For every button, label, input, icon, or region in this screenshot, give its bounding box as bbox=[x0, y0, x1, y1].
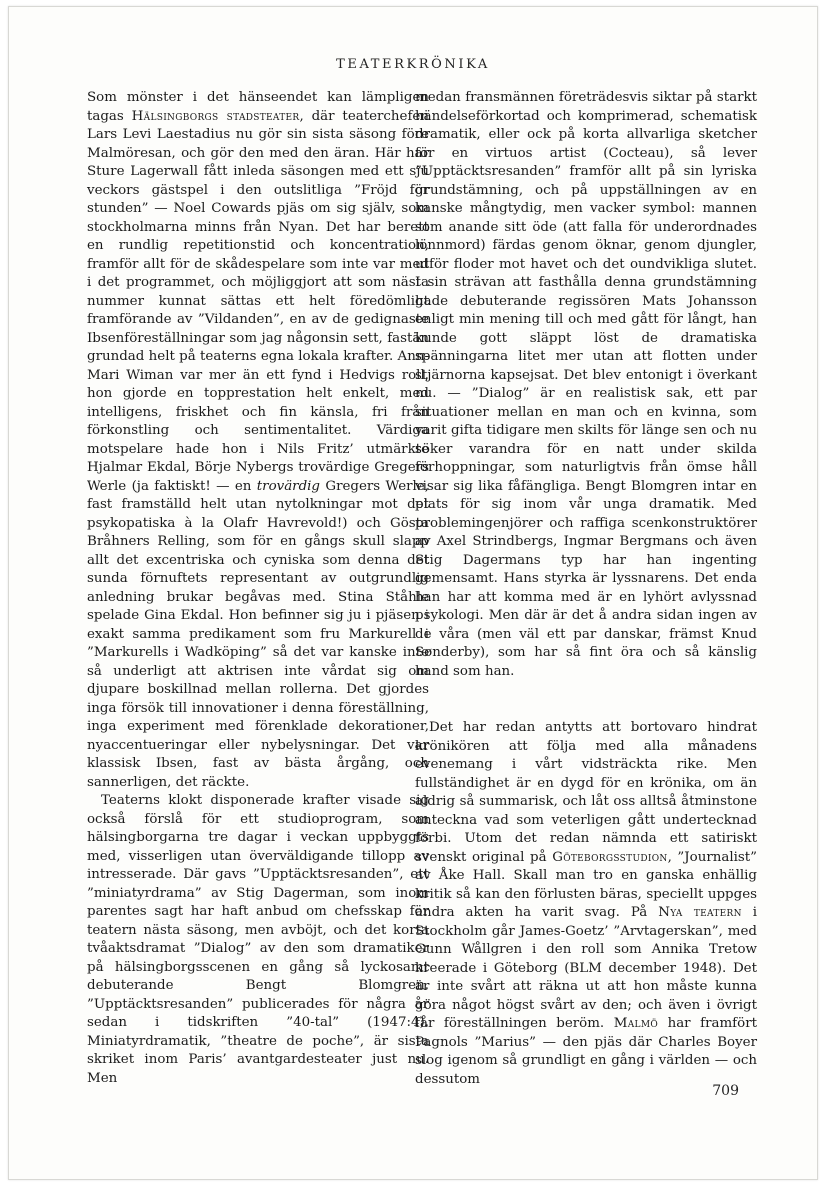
text-run: , ”Journalist” av Åke Hall. Skall man tro en ganska enhällig kritik så kan den förlusten bäras, speciellt uppges andra akten ha varit svag. På bbox=[415, 849, 757, 920]
theater-name: Göteborgsstudion bbox=[552, 849, 668, 865]
theater-name: Malmö bbox=[613, 1016, 659, 1031]
running-head: TEATERKRÖNIKA bbox=[336, 57, 490, 72]
text-run: har framfört Pagnols ”Marius” — den pjäs där Charles Boyer slog igenom så grundligt en gång i världen — och dessutom bbox=[415, 1016, 757, 1087]
text-run: Gregers Werle, fast framställd helt utan nytolkningar mot det psykopatiska à la Olafr Havrevold!) och Gösta Bråhners Relling, som för en gångs skull slapp allt det excentriska och cyniska som denna det sunda förnuftets representant av outgrundlig anledning brukar begåvas med. Stina Ståhle spelade Gina Ekdal. Hon befinner sig ju i pjäsen i exakt samma predikament som fru Markurell i ”Markurells i Wadköping” så det var kanske inte så underligt att aktrisen inte vårdat sig om djupare boskillnad mellan rollerna. Det gjordes inga försök till innovationer i denna föreställning, inga experiment med förenklade dekorationer, nyaccentueringar eller nybelysningar. Det var klassisk Ibsen, fast av bästa årgång, och sannerligen, det räckte. bbox=[87, 478, 429, 790]
theater-name: Nya teatern bbox=[658, 905, 742, 920]
paragraph bbox=[87, 89, 429, 792]
paragraph: medan fransmännen företrädesvis siktar på starkt händelseförkortad och komprimerad, schematisk dramatik, eller ock på korta allvarliga sketcher för en virtuos artist (Cocteau), så lever ”Upptäcktsresanden” framför allt på sin lyriska grundstämning, och på uppställningen av en kanske mångtydig, men vacker symbol: mannen som anande sitt öde (att falla för underordnades lönnmord) färdas genom öknar, genom djungler, utför floder mot havet och det oundvikliga slutet. I sin strävan att fasthålla denna grundstämning hade debuterande regissören Mats Johansson enligt min mening till och med gått för långt, han kunde gott släppt löst de dramatiska spänningarna litet mer utan att flotten under stjärnorna kapsejsat. Det blev entonigt i överkant nu. — ”Dialog” är en realistisk sak, ett par situationer mellan en man och en kvinna, som varit gifta tidigare men skilts för länge sen och nu söker varandra för en natt under skilda förhoppningar, som naturligtvis från ömse håll visar sig lika fåfängliga. Bengt Blomgren intar en plats för sig inom vår unga dramatik. Med problemingenjörer och raffiga scenkonstruktörer av Axel Strindbergs, Ingmar Bergmans och även Stig Dagermans typ har han ingenting gemensamt. Hans styrka är lyssnarens. Det enda han har att komma med är en lyhört avlyssnad psykologi. Men där är det å andra sidan ingen av de våra (men väl ett par danskar, främst Knud Sønderby), som har så fint öra och så känslig hand som han. bbox=[415, 90, 757, 679]
page-number: 709 bbox=[712, 1083, 739, 1099]
document-page bbox=[8, 6, 818, 1180]
paragraph: Teaterns klokt disponerade krafter visade sig också förslå för ett studioprogram, som hälsingborgarna tre dagar i veckan uppbyggts med, visserligen utan överväldigande tillopp av intresserade. Där gavs ”Upptäcktsresanden”, ett ”miniatyrdrama” av Stig Dagerman, som inom parentes sagt har haft anbud om chefsskap för teatern nästa säsong, men avböjt, och det korta tvåaktsdramat ”Dialog” av den som dramatiker på hälsingborgsscenen en gång så lyckosamt debuterande Bengt Blomgren. ”Upptäcktsresanden” publicerades för några år sedan i tidskriften ”40-tal” (1947:4). Miniatyrdramatik, ”theatre de poche”, är sista skriket inom Paris’ avantgardesteater just nu. Men bbox=[87, 793, 429, 1086]
theater-name: Hälsingborgs stadsteater bbox=[131, 108, 300, 124]
paragraph bbox=[415, 719, 757, 1089]
text-run: Som mönster i det hänseendet kan lämpligen tagas bbox=[87, 90, 429, 124]
text-run: Det har redan antytts att bortovaro hindrat krönikören att följa med alla månadens evenemang i vårt vidsträckta rike. Men fullständighet är en dygd för en krönika, om än aldrig så summarisk, och låt oss alltså åtminstone anteckna vad som veterligen gått undertecknad förbi. Utom det redan nämnda ett satiriskt svenskt original på bbox=[415, 720, 757, 865]
text-run: , där teaterchefen Lars Levi Laestadius nu gör sin sista säsong före Malmöresan, och gör den med den äran. Här har Sture Lagerwall fått inleda säsongen med ett sju veckors gästspel i den outslitliga ”Fröjd för stunden” — Noel Cowards pjäs om sig själv, som stockholmarna minns från Nyan. Det har berett en rundlig repetitionstid och koncentration, framför allt för de skådespelare som inte var med i det programmet, och möjliggjort att som nästa nummer kunnat sättas ett helt föredömligt framförande av ”Vildanden”, en av de gedignaste Ibsenföreställningar som jag någonsin sett, fastän grundad helt på teaterns egna lokala krafter. Ann-Mari Wiman var mer än ett fynd i Hedvigs roll, hon gjorde en topprestation helt enkelt, med intelligens, friskhet och fin känsla, fri från förkonstling och sentimentalitet. Värdiga motspelare hade hon i Nils Fritz’ utmärkte Hjalmar Ekdal, Börje Nybergs trovärdige Gregers Werle (ja faktiskt! — en bbox=[87, 108, 429, 494]
emphasis: trovärdig bbox=[256, 478, 321, 494]
text-run: i Stockholm går James-Goetz’ ”Arvtagerskan”, med Gunn Wållgren i den roll som Annika Tretow kreerade i Göteborg (BLM december 1948). Det är inte svårt att räkna ut att hon måste kunna göra något högst svårt av den; och även i övrigt får föreställningen beröm. bbox=[415, 905, 757, 1031]
left-column bbox=[87, 89, 429, 1088]
right-column bbox=[415, 89, 757, 1089]
section-break bbox=[415, 681, 757, 719]
